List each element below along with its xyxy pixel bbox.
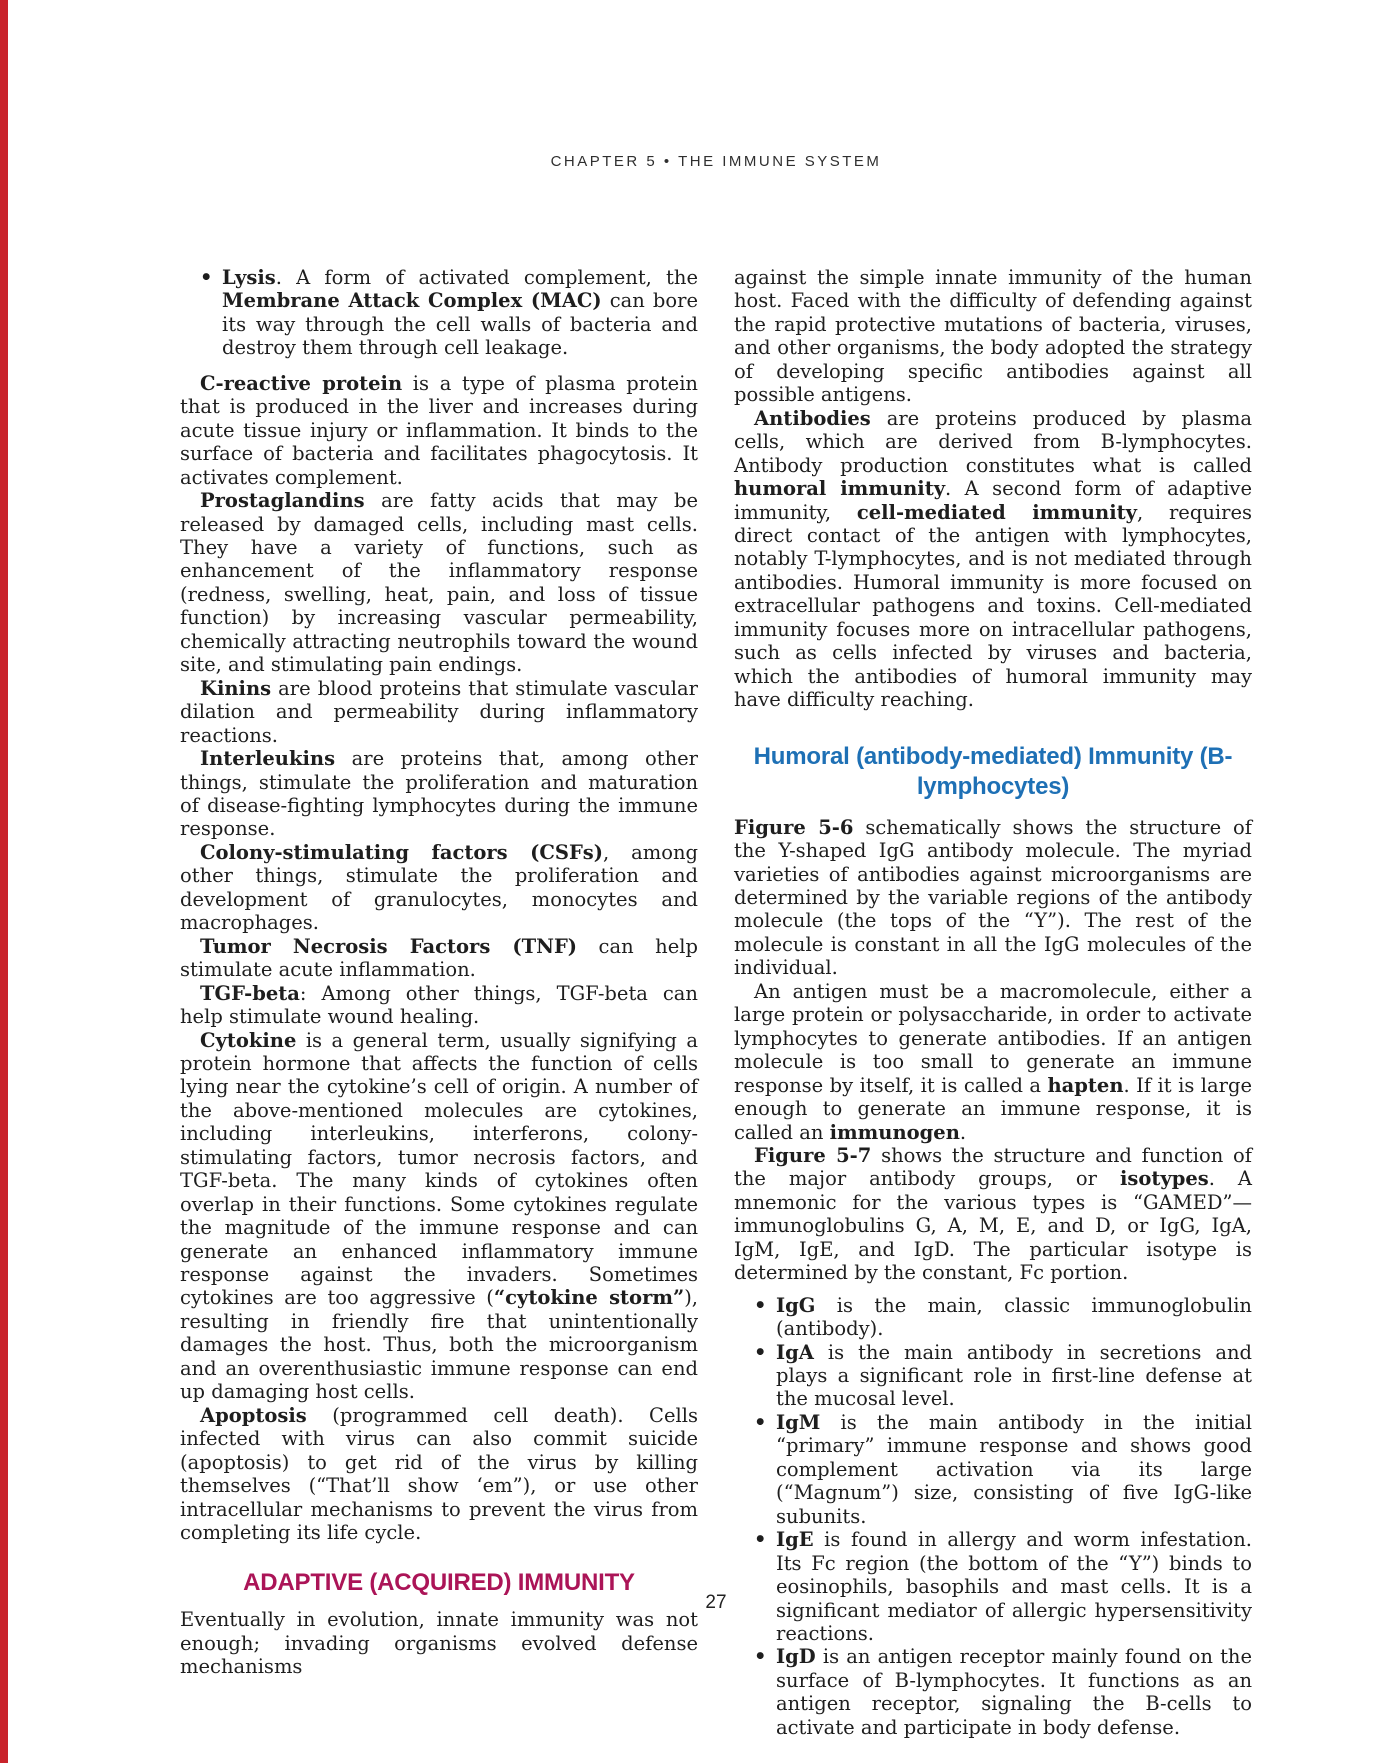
bullet-item: • Lysis. A form of activated complement, the Membrane Attack Complex (MAC) can bore its way through the cell walls of bacteria and destroy them through cell leakage. — [222, 266, 698, 360]
paragraph: Colony-stimulating factors (CSFs), among other things, stimulate the proliferation and development of granulocytes, monocytes and macrophages. — [180, 840, 698, 935]
bullet-list — [180, 266, 698, 360]
section-heading-blue: Humoral (antibody-mediated) Immunity (B-lymphocytes) — [753, 742, 1233, 800]
text-columns — [180, 266, 1252, 1751]
section-heading-red: ADAPTIVE (ACQUIRED) IMMUNITY — [243, 1569, 635, 1597]
paragraph: Prostaglandins are fatty acids that may be released by damaged cells, including mast cells. They have a variety of functions, such as enhancement of the inflammatory response (redness, swelling, heat, pain, and loss of tissue function) by increasing vascular permeability, chemically attracting neutrophils toward the wound site, and stimulating pain endings. — [180, 489, 698, 677]
paragraph: Tumor Necrosis Factors (TNF) can help stimulate acute inflammation. — [180, 934, 698, 982]
bullet-item: • IgA is the main antibody in secretions and plays a significant role in first-line defense at the mucosal level. — [776, 1341, 1252, 1411]
page-number: 27 — [705, 1592, 727, 1613]
paragraph: Eventually in evolution, innate immunity was not enough; invading organisms evolved defense mechanisms — [180, 1608, 698, 1679]
bullet-item: • IgG is the main, classic immunoglobulin (antibody). — [776, 1294, 1252, 1341]
left-column — [180, 266, 698, 1751]
paragraph: against the simple innate immunity of the human host. Faced with the difficulty of defending against the rapid protective mutations of bacteria, viruses, and other organisms, the body adopted the strategy of developing specific antibodies against all possible antigens. — [734, 266, 1252, 407]
bullet-item: • IgE is found in allergy and worm infestation. Its Fc region (the bottom of the “Y”) binds to eosinophils, basophils and mast cells. It is a significant mediator of allergic hypersensitivity reactions. — [776, 1528, 1252, 1645]
paragraph: Cytokine is a general term, usually signifying a protein hormone that affects the function of cells lying near the cytokine’s cell of origin. A number of the above-mentioned molecules are cytokines, including interleukins, interferons, colony-stimulating factors, tumor necrosis factors, and TGF-beta. The many kinds of cytokines often overlap in their functions. Some cytokines regulate the magnitude of the immune response and can generate an enhanced inflammatory immune response against the invaders. Sometimes cytokines are too aggressive (“cytokine storm”), resulting in friendly fire that unintentionally damages the host. Thus, both the microorganism and an overenthusiastic immune response can end up damaging host cells. — [180, 1028, 698, 1404]
paragraph: C-reactive protein is a type of plasma protein that is produced in the liver and increases during acute tissue injury or inflammation. It binds to the surface of bacteria and facilitates phagocytosis. It activates complement. — [180, 371, 698, 489]
paragraph: TGF-beta: Among other things, TGF-beta can help stimulate wound healing. — [180, 981, 698, 1029]
paragraph: Interleukins are proteins that, among other things, stimulate the proliferation and maturation of disease-fighting lymphocytes during the immune response. — [180, 747, 698, 841]
bullet-item: • IgM is the main antibody in the initial “primary” immune response and shows good complement activation via its large (“Magnum”) size, consisting of five IgG-like subunits. — [776, 1411, 1252, 1528]
paragraph: An antigen must be a macromolecule, either a large protein or polysaccharide, in order to activate lymphocytes to generate antibodies. If an antigen molecule is too small to generate an immune response by itself, it is called a hapten. If it is large enough to generate an immune response, it is called an immunogen. — [734, 979, 1252, 1144]
running-head: CHAPTER 5 • THE IMMUNE SYSTEM — [550, 153, 882, 170]
page-edge-strip — [0, 0, 8, 1763]
paragraph: Kinins are blood proteins that stimulate vascular dilation and permeability during inflammatory reactions. — [180, 676, 698, 747]
bullet-list — [734, 1294, 1252, 1740]
paragraph: Figure 5-7 shows the structure and function of the major antibody groups, or isotypes. A mnemonic for the various types is “GAMED”—immunoglobulins G, A, M, E, and D, or IgG, IgA, IgM, IgE, and IgD. The particular isotype is determined by the constant, Fc portion. — [734, 1143, 1252, 1285]
bullet-item: • IgD is an antigen receptor mainly found on the surface of B-lymphocytes. It functions as an antigen receptor, signaling the B-cells to activate and participate in body defense. — [776, 1645, 1252, 1739]
paragraph: Apoptosis (programmed cell death). Cells infected with virus can also commit suicide (apoptosis) to get rid of the virus by killing themselves (“That’ll show ‘em”), or use other intracellular mechanisms to prevent the virus from completing its life cycle. — [180, 1403, 698, 1545]
paragraph: Figure 5-6 schematically shows the structure of the Y-shaped IgG antibody molecule. The myriad varieties of antibodies against microorganisms are determined by the variable regions of the antibody molecule (the tops of the “Y”). The rest of the molecule is constant in all the IgG molecules of the individual. — [734, 815, 1253, 980]
right-column — [734, 266, 1252, 1751]
paragraph: Antibodies are proteins produced by plasma cells, which are derived from B-lymphocytes. Antibody production constitutes what is called humoral immunity. A second form of adaptive immunity, cell-mediated immunity, requires direct contact of the antigen with lymphocytes, notably T-lymphocytes, and is not mediated through antibodies. Humoral immunity is more focused on extracellular pathogens and toxins. Cell-mediated immunity focuses more on intracellular pathogens, such as cells infected by viruses and bacteria, which the antibodies of humoral immunity may have difficulty reaching. — [734, 406, 1252, 712]
